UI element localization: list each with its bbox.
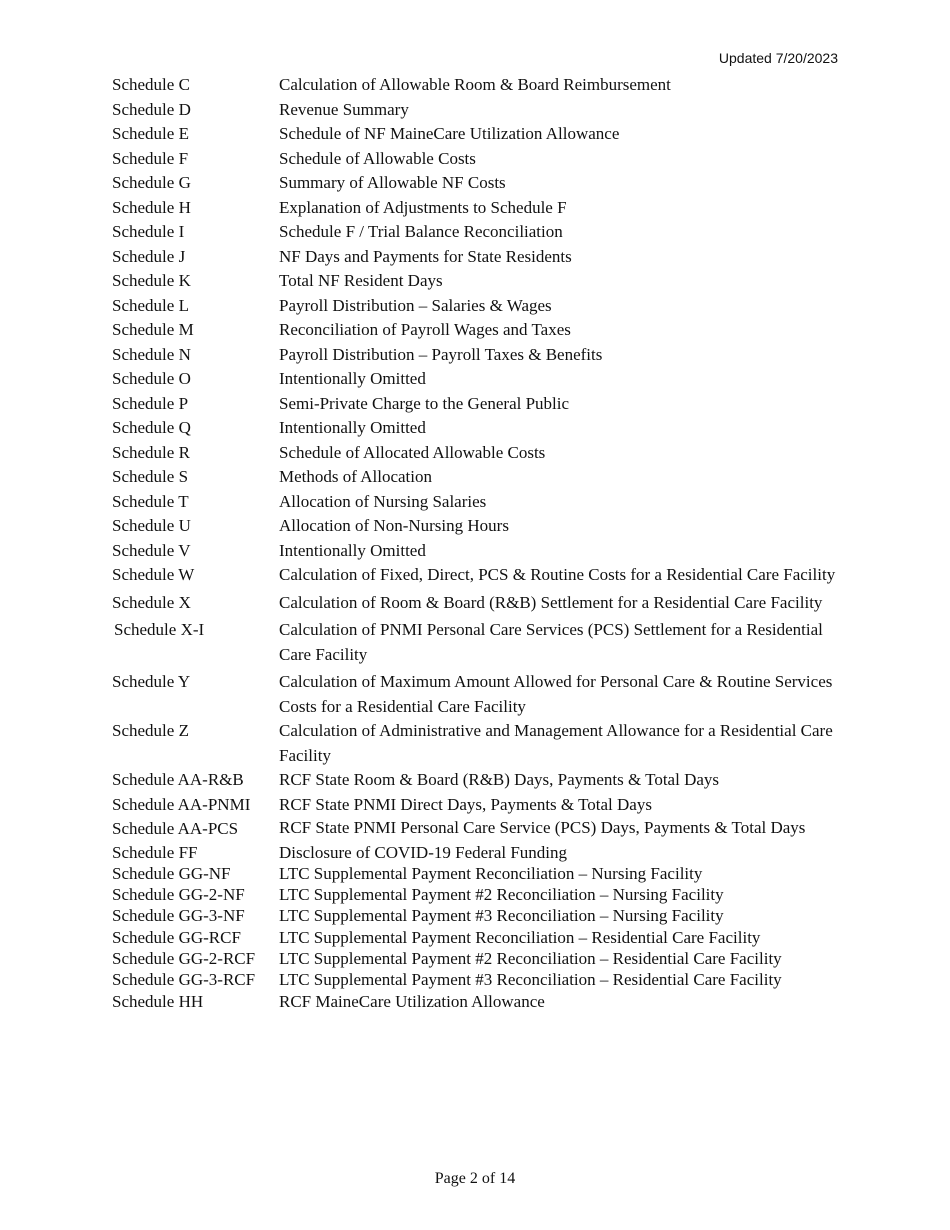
schedule-title: Schedule of Allocated Allowable Costs [279,442,546,462]
list-item [112,793,842,818]
list-item [112,719,842,768]
schedule-list [112,73,842,1012]
schedule-title: RCF State PNMI Personal Care Service (PCS) Days, Payments & Total Days [279,818,806,837]
schedule-code: Schedule E [112,124,189,143]
schedule-title: Explanation of Adjustments to Schedule F [279,197,567,217]
schedule-title: Allocation of Nursing Salaries [279,491,487,511]
list-item [112,416,842,441]
schedule-code: Schedule P [112,393,189,413]
list-item [112,588,842,616]
schedule-code: Schedule AA-R&B [112,770,244,789]
schedule-code: Schedule J [112,246,186,266]
schedule-title: Intentionally Omitted [279,369,426,388]
schedule-title: LTC Supplemental Payment Reconciliation – Residential Care Facility [279,927,761,947]
list-item [112,73,842,98]
schedule-title: RCF State Room & Board (R&B) Days, Payments & Total Days [279,770,720,789]
page-number: Page 2 of 14 [434,1170,516,1187]
list-item [112,927,842,948]
schedule-title: Total NF Resident Days [279,271,443,290]
schedule-title: Summary of Allowable NF Costs [279,173,506,192]
schedule-code: Schedule AA-PNMI [112,794,251,814]
schedule-code: Schedule W [112,565,195,584]
list-item [112,318,842,343]
updated-date: Updated 7/20/2023 [718,50,838,66]
list-item [112,817,842,842]
list-item [112,220,842,245]
schedule-title: LTC Supplemental Payment Reconciliation – Nursing Facility [279,863,703,883]
list-item [112,884,842,905]
schedule-code: Schedule O [112,369,191,388]
schedule-title: NF Days and Payments for State Residents [279,246,572,266]
list-item [112,615,842,667]
list-item [112,367,842,392]
schedule-title: Payroll Distribution – Payroll Taxes & Benefits [279,344,603,364]
schedule-code: Schedule GG-RCF [112,927,241,947]
list-item [112,269,842,294]
schedule-title: Semi-Private Charge to the General Public [279,393,570,413]
schedule-title: Calculation of Maximum Amount Allowed for Personal Care & Routine Services Costs for a Residential Care Facility [279,672,833,716]
schedule-title: Disclosure of COVID-19 Federal Funding [279,842,568,862]
schedule-code: Schedule I [112,222,185,241]
schedule-code: Schedule Y [112,672,191,691]
schedule-code: Schedule X [112,592,191,612]
schedule-title: LTC Supplemental Payment #2 Reconciliation – Residential Care Facility [279,948,782,968]
list-item [112,863,842,884]
list-item [112,667,842,719]
schedule-code: Schedule N [112,344,191,364]
list-item [112,294,842,319]
list-item [112,343,842,368]
schedule-title: LTC Supplemental Payment #2 Reconciliation – Nursing Facility [279,885,724,905]
schedule-title: RCF MaineCare Utilization Allowance [279,991,545,1011]
list-item [112,539,842,564]
schedule-title: Methods of Allocation [279,467,432,486]
schedule-code: Schedule L [112,295,189,315]
schedule-title: Calculation of PNMI Personal Care Services (PCS) Settlement for a Residential Care Facility [279,620,823,664]
schedule-title: Reconciliation of Payroll Wages and Taxes [279,320,571,339]
schedule-title: Schedule of Allowable Costs [279,148,476,168]
schedule-code: Schedule V [112,540,191,560]
schedule-code: Schedule GG-2-NF [112,885,245,905]
schedule-title: RCF State PNMI Direct Days, Payments & Total Days [279,794,652,814]
list-item [112,196,842,221]
schedule-code: Schedule Q [112,418,191,437]
list-item [112,991,842,1012]
schedule-title: Calculation of Allowable Room & Board Reimbursement [279,75,671,94]
list-item [112,842,842,863]
schedule-title: Schedule F / Trial Balance Reconciliation [279,222,563,241]
list-item [112,392,842,417]
schedule-code: Schedule HH [112,991,204,1011]
schedule-title: LTC Supplemental Payment #3 Reconciliation – Residential Care Facility [279,970,782,990]
schedule-code: Schedule FF [112,842,198,862]
list-item [112,465,842,490]
list-item [112,514,842,539]
schedule-title: Calculation of Fixed, Direct, PCS & Routine Costs for a Residential Care Facility [279,565,836,584]
schedule-code: Schedule C [112,75,190,94]
schedule-code: Schedule F [112,148,189,168]
schedule-code: Schedule Z [112,721,189,740]
list-item [112,490,842,515]
schedule-title: Payroll Distribution – Salaries & Wages [279,295,552,315]
schedule-title: Allocation of Non-Nursing Hours [279,516,509,535]
list-item [112,948,842,969]
schedule-code: Schedule U [112,516,191,535]
schedule-code: Schedule GG-3-NF [112,906,245,926]
schedule-code: Schedule H [112,197,191,217]
schedule-title: Calculation of Room & Board (R&B) Settlement for a Residential Care Facility [279,592,823,612]
list-item [112,563,842,588]
list-item [112,147,842,172]
schedule-title: Revenue Summary [279,99,409,119]
schedule-title: Schedule of NF MaineCare Utilization Allowance [279,124,620,143]
schedule-title: Intentionally Omitted [279,540,426,560]
schedule-code: Schedule GG-2-RCF [112,948,256,968]
list-item [112,171,842,196]
list-item [112,905,842,926]
schedule-code: Schedule GG-3-RCF [112,970,256,990]
list-item [112,768,842,793]
schedule-code: Schedule AA-PCS [112,819,239,838]
list-item [112,98,842,123]
list-item [112,969,842,990]
list-item [112,122,842,147]
schedule-title: LTC Supplemental Payment #3 Reconciliation – Nursing Facility [279,906,724,926]
schedule-code: Schedule S [112,467,189,486]
schedule-code: Schedule K [112,271,191,290]
schedule-title: Intentionally Omitted [279,418,426,437]
schedule-code: Schedule M [112,320,194,339]
schedule-code: Schedule X-I [114,620,205,639]
schedule-code: Schedule G [112,173,191,192]
schedule-code: Schedule D [112,99,191,119]
schedule-code: Schedule T [112,491,189,511]
list-item [112,441,842,466]
schedule-code: Schedule R [112,442,190,462]
list-item [112,245,842,270]
schedule-code: Schedule GG-NF [112,863,231,883]
schedule-title: Calculation of Administrative and Management Allowance for a Residential Care Facility [279,721,833,765]
